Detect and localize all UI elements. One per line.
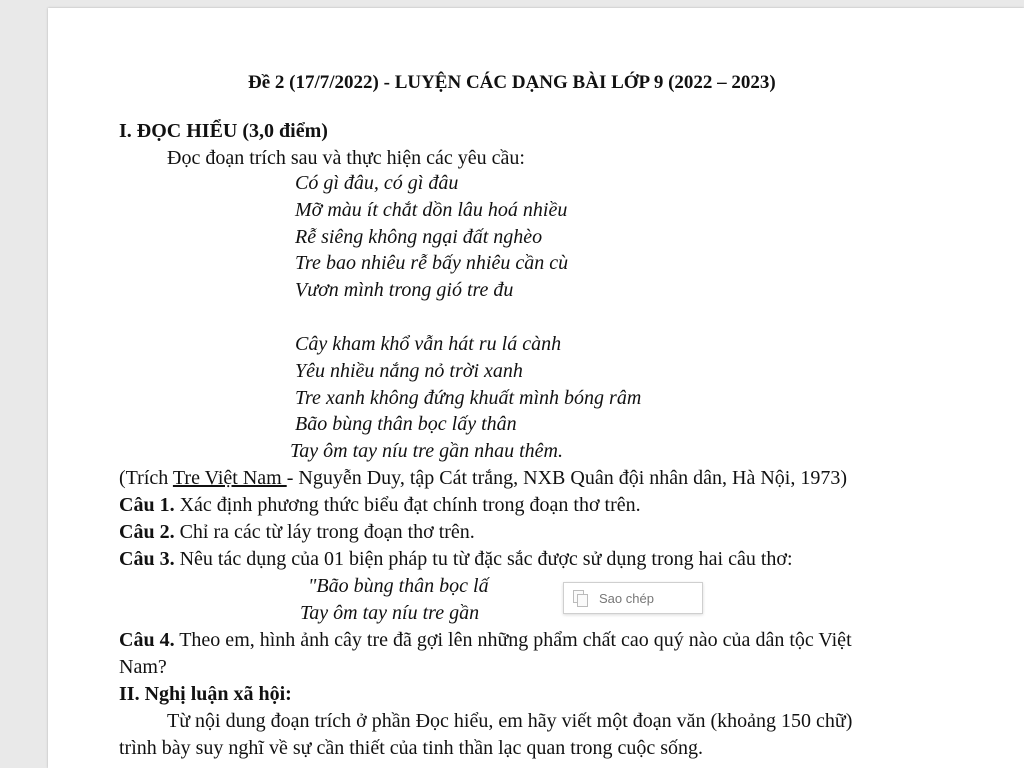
poem-line: Yêu nhiều nắng nỏ trời xanh (295, 360, 523, 382)
copy-tooltip[interactable] (563, 582, 703, 614)
section2-heading: II. Nghị luận xã hội: (119, 683, 292, 705)
question-2: Câu 2. Chỉ ra các từ láy trong đoạn thơ trên. (119, 521, 475, 543)
question-4-continuation: Nam? (119, 656, 167, 678)
poem-line: Vươn mình trong gió tre đu (295, 279, 514, 301)
section2-text-line: trình bày suy nghĩ về sự cần thiết của tinh thần lạc quan trong cuộc sống. (119, 737, 704, 759)
poem-line: Mỡ màu ít chắt dồn lâu hoá nhiều (295, 199, 568, 221)
poem-line: Rễ siêng không ngại đất nghèo (295, 226, 543, 248)
copy-label: Sao chép (599, 590, 654, 606)
q3-quote-line: "Bão bùng thân bọc lấ (308, 575, 489, 597)
poem-line: Tay ôm tay níu tre gần nhau thêm. (290, 440, 563, 462)
poem-line: Bão bùng thân bọc lấy thân (295, 413, 517, 435)
section2-text-line: Từ nội dung đoạn trích ở phần Đọc hiểu, em hãy viết một đoạn văn (khoảng 150 chữ) (167, 710, 853, 732)
source-work-title: Tre Việt Nam (172, 467, 287, 489)
document-page (48, 8, 1024, 768)
q3-quote-line: Tay ôm tay níu tre gần (300, 602, 480, 624)
poem-line: Cây kham khổ vẫn hát ru lá cành (295, 333, 562, 355)
instruction-text: Đọc đoạn trích sau và thực hiện các yêu cầu: (167, 147, 525, 169)
source-rest: - Nguyễn Duy, tập Cát trắng, NXB Quân đội nhân dân, Hà Nội, 1973) (286, 467, 847, 489)
question-4: Câu 4. Theo em, hình ảnh cây tre đã gợi lên những phẩm chất cao quý nào của dân tộc Việt (119, 629, 852, 651)
copy-icon (573, 590, 587, 606)
source-citation (119, 466, 847, 490)
section1-heading: I. ĐỌC HIỂU (3,0 điểm) (119, 120, 328, 142)
page-title: Đề 2 (17/7/2022) - LUYỆN CÁC DẠNG BÀI LỚP 9 (2022 – 2023) (248, 72, 776, 93)
poem-line: Tre bao nhiêu rễ bấy nhiêu cần cù (295, 252, 569, 274)
poem-line: Tre xanh không đứng khuất mình bóng râm (295, 387, 642, 409)
poem-line: Có gì đâu, có gì đâu (295, 172, 459, 194)
source-prefix: (Trích (119, 467, 173, 489)
question-1: Câu 1. Xác định phương thức biểu đạt chính trong đoạn thơ trên. (119, 494, 641, 516)
question-3: Câu 3. Nêu tác dụng của 01 biện pháp tu từ đặc sắc được sử dụng trong hai câu thơ: (119, 548, 793, 570)
